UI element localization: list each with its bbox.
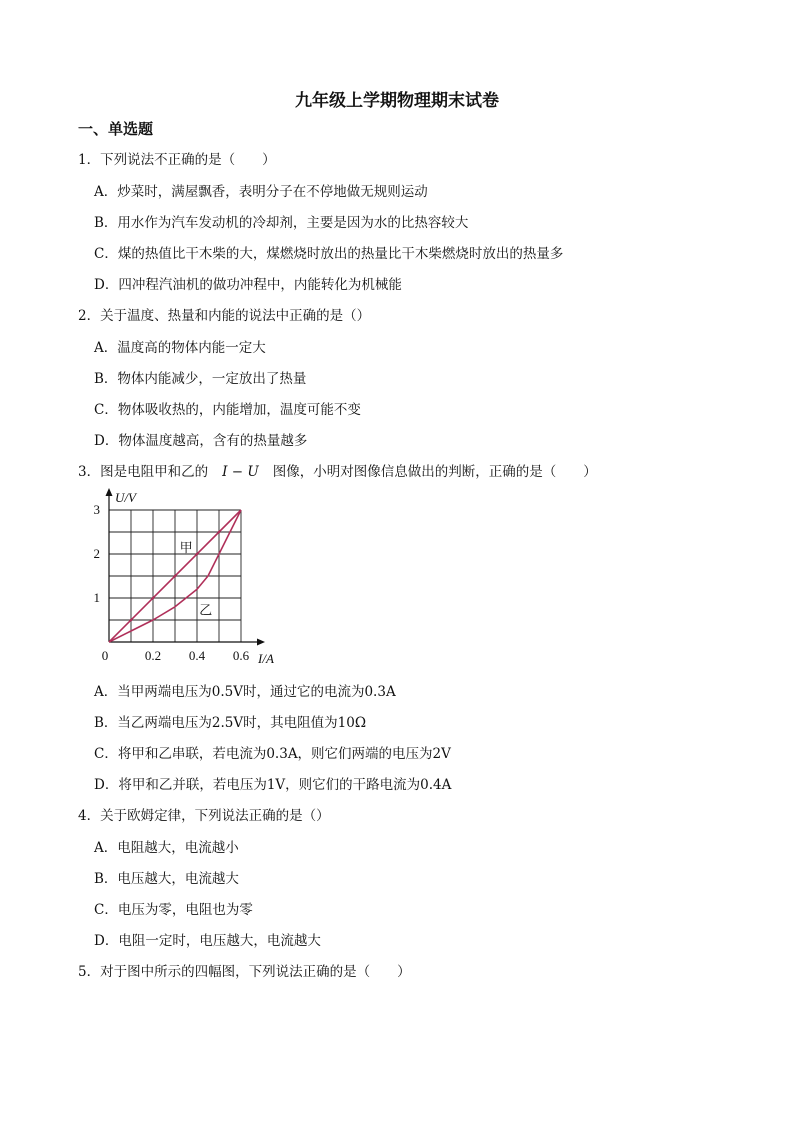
series-jia-point [152, 597, 155, 600]
iu-formula: I − U [222, 464, 259, 480]
y-tick-label: 1 [93, 590, 100, 605]
option-letter: D． [94, 933, 119, 949]
option-letter: C． [94, 402, 118, 418]
option-letter: A． [94, 184, 118, 200]
option-text: 电阻越大，电流越小 [117, 840, 239, 856]
option-text: 炒菜时，满屋飘香，表明分子在不停地做无规则运动 [117, 184, 428, 200]
option-letter: D． [94, 433, 119, 449]
option-letter: A． [94, 840, 118, 856]
question-2-stem [78, 304, 370, 324]
question-number: 5． [78, 964, 101, 980]
q2-option-c [94, 398, 361, 418]
series-jia-point [196, 553, 199, 556]
page-title: 九年级上学期物理期末试卷 [295, 91, 499, 111]
x-tick-label: 0.4 [188, 648, 206, 663]
option-letter: B． [94, 715, 118, 731]
q2-option-a [94, 336, 266, 356]
option-text: 电阻一定时，电压越大，电流越大 [118, 933, 321, 949]
question-text: 对于图中所示的四幅图，下列说法正确的是（ ） [100, 964, 411, 980]
x-axis-label: I/A [258, 651, 274, 666]
option-text: 电压越大，电流越大 [117, 871, 239, 887]
question-number: 1． [78, 152, 101, 168]
q3-option-c [94, 742, 451, 762]
option-letter: C． [94, 746, 118, 762]
option-text: 物体内能减少，一定放出了热量 [117, 371, 307, 387]
q3-option-d [94, 773, 451, 793]
y-tick-label: 2 [93, 546, 100, 561]
option-letter: D． [94, 777, 119, 793]
option-text: 将甲和乙并联，若电压为1V，则它们的干路电流为0.4A [118, 777, 452, 793]
question-number: 2． [78, 308, 101, 324]
question-text: 关于欧姆定律，下列说法正确的是（） [100, 808, 330, 824]
q4-option-c [94, 898, 253, 918]
section-heading: 一、单选题 [78, 120, 154, 138]
question-number: 4． [78, 808, 101, 824]
axis-labels [115, 490, 274, 666]
q1-option-a [94, 180, 428, 200]
option-text: 物体吸收热的，内能增加，温度可能不变 [117, 402, 361, 418]
option-letter: D． [94, 277, 119, 293]
x-tick-label: 0.2 [144, 648, 162, 663]
q3-option-a [94, 680, 396, 700]
x-axis-arrow [257, 639, 265, 646]
question-3-stem [78, 460, 597, 480]
option-text: 将甲和乙串联，若电流为0.3A，则它们两端的电压为2V [117, 746, 451, 762]
option-letter: B． [94, 871, 118, 887]
option-text: 煤的热值比干木柴的大，煤燃烧时放出的热量比干木柴燃烧时放出的热量多 [117, 246, 564, 262]
option-text: 四冲程汽油机的做功冲程中，内能转化为机械能 [118, 277, 402, 293]
series-label-jia: 甲 [179, 539, 193, 555]
option-text: 当乙两端电压为2.5V时，其电阻值为10Ω [117, 715, 367, 731]
y-axis-arrow [106, 488, 113, 496]
q4-option-a [94, 836, 239, 856]
iu-graph [92, 482, 292, 672]
x-tick-label: 0 [101, 648, 109, 663]
option-text: 物体温度越高，含有的热量越多 [118, 433, 308, 449]
option-text: 电压为零，电阻也为零 [117, 902, 253, 918]
y-axis-label: U/V [115, 490, 136, 505]
question-text-post: 图像，小明对图像信息做出的判断，正确的是（ ） [272, 464, 597, 480]
series-jia-point [174, 575, 177, 578]
option-text: 用水作为汽车发动机的冷却剂，主要是因为水的比热容较大 [117, 215, 469, 231]
option-letter: C． [94, 246, 118, 262]
option-letter: A． [94, 684, 118, 700]
series-label-yi: 乙 [199, 602, 213, 618]
option-letter: A． [94, 340, 118, 356]
q1-option-b [94, 211, 468, 231]
option-letter: B． [94, 215, 118, 231]
q4-option-b [94, 867, 239, 887]
question-text-pre: 图是电阻甲和乙的 [100, 464, 209, 480]
q2-option-b [94, 367, 306, 387]
option-text: 温度高的物体内能一定大 [117, 340, 266, 356]
question-text: 下列说法不正确的是（ ） [100, 152, 276, 168]
option-text: 当甲两端电压为0.5V时，通过它的电流为0.3A [117, 684, 396, 700]
x-tick-label: 0.6 [232, 648, 250, 663]
question-number: 3． [78, 464, 101, 480]
q4-option-d [94, 929, 321, 949]
q3-option-b [94, 711, 366, 731]
series-jia-point [130, 619, 133, 622]
option-letter: C． [94, 902, 118, 918]
y-tick-label: 3 [93, 502, 100, 517]
q2-option-d [94, 429, 307, 449]
question-5-stem [78, 960, 411, 980]
option-letter: B． [94, 371, 118, 387]
q1-option-c [94, 242, 563, 262]
q1-option-d [94, 273, 402, 293]
question-text: 关于温度、热量和内能的说法中正确的是（） [100, 308, 371, 324]
question-4-stem [78, 804, 330, 824]
question-1-stem [78, 148, 276, 168]
series-jia-point [218, 531, 221, 534]
